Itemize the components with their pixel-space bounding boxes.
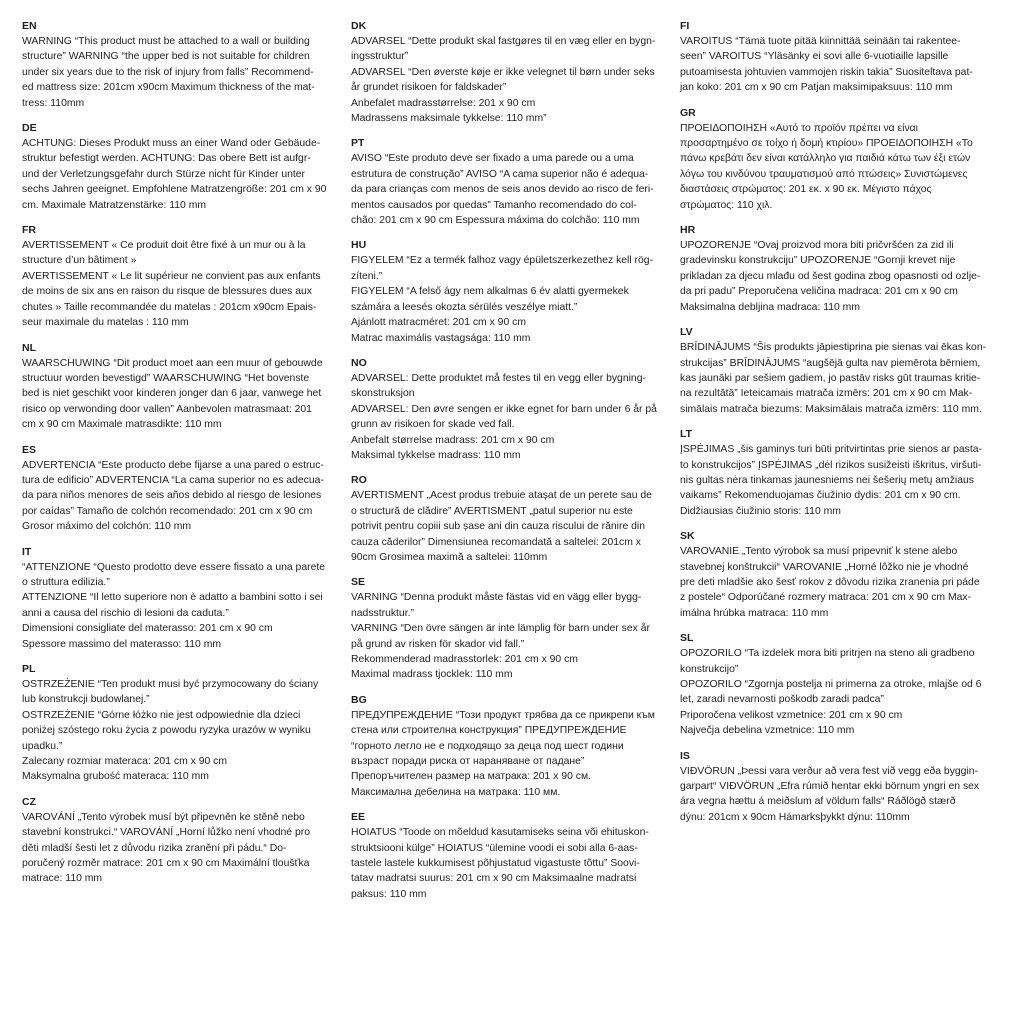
warning-text-line: ADVARSEL “Den øverste køje er ikke velegnet til børn under seks <box>351 66 655 78</box>
warning-text-line: o structură de clădire” AVERTISMENT „patul superior nu este <box>351 505 633 517</box>
warning-text-line: VARNING “Den övre sängen är inte lämplig för barn under sex år <box>351 623 650 635</box>
warning-text-line: strukcijas” BRĪDINĀJUMS “augšējā gulta nav piemērota bērniem, <box>680 357 981 369</box>
warning-text-line: стена или строителна конструкция” ПРЕДУПРЕЖДЕНИЕ <box>351 725 627 737</box>
warning-text-line: matrace: 110 mm <box>22 873 103 885</box>
warning-text-line: ADVERTENCIA “Este producto debe fijarse a una pared o estruc- <box>22 459 324 471</box>
warning-text-line: “ATTENZIONE “Questo prodotto deve essere fissato a una parete <box>22 561 326 573</box>
warning-text-line: zíteni.” <box>351 270 383 282</box>
warning-text-line: διαστάσεις στρώματος: 201 εκ. x 90 εκ. Μέγιστο πάχος <box>680 184 932 196</box>
warning-text-line: potrivit pentru copiii sub șase ani din cauza riscului de rănire din <box>351 521 645 533</box>
warning-text-line: stavebnej konštrukcii“ VAROVANIE „Horné lôžko nie je vhodné <box>680 561 969 573</box>
warning-text-line: Didžiausias čiužinio storis: 110 mm <box>680 505 841 517</box>
warning-text-line: OSTRZEŻENIE “Ten produkt musi być przymocowany do ściany <box>22 679 319 690</box>
language-code: DE <box>22 122 37 135</box>
warning-text-line: sechs Jahren geeignet. Empfohlene Matratzengröße: 201 cm x 90 <box>22 184 327 196</box>
warning-text-line: under six years due to the risk of injury from falls” Recommend- <box>22 66 314 78</box>
warning-text-line: o struttura edilizia.” <box>22 576 110 588</box>
language-code: FR <box>22 224 36 237</box>
language-section-pt <box>351 137 673 228</box>
warning-text-line: kas jaunāki par sešiem gadiem, jo pastāv risks gūt traumas kritie- <box>680 372 981 384</box>
warning-text-line: structure d’un bâtiment » <box>22 255 137 267</box>
language-code: CZ <box>22 795 36 808</box>
warning-text-line: AVISO “Este produto deve ser fixado a uma parede ou a uma <box>351 153 634 165</box>
warning-text-line: Максимална дебелина на матрака: 110 мм. <box>351 786 561 798</box>
language-section-ee <box>351 811 673 902</box>
language-section-bg <box>351 694 673 800</box>
warning-text-line: chão: 201 cm x 90 cm Espessura máxima do colchão: 110 mm <box>351 215 640 227</box>
language-code: HU <box>351 239 367 252</box>
language-section-is <box>680 750 1002 826</box>
warning-text-line: ingsstruktur” <box>351 51 409 63</box>
warning-text-line: pre deti mladšie ako šesť rokov z dôvodu rizika zranenia pri páde <box>680 576 980 588</box>
warning-text-line: anni a causa del rischio di lesioni da caduta.” <box>22 607 229 619</box>
warning-text-line: BRĪDINĀJUMS “Šis produkts jāpiestiprina pie sienas vai ēkas kon- <box>680 342 987 354</box>
warning-text-line: ADVARSEL: Den øvre sengen er ikke egnet for barn under 6 år på <box>351 403 657 415</box>
language-section-lv <box>680 326 1002 417</box>
warning-text-line: konstrukcijo” <box>680 663 739 675</box>
warning-text-line: structuur worden bevestigd” WAARSCHUWING “Het bovenste <box>22 372 310 384</box>
warning-text-line: UPOZORENJE “Ovaj proizvod mora biti pričvršćen za zid ili <box>680 240 954 252</box>
warning-text-line: λόγω του κινδύνου τραυματισμού από πτώσεις» Συνιστώμενες <box>680 168 968 180</box>
language-section-fi <box>680 20 1002 96</box>
warning-text-line: στρώματος: 110 χιλ. <box>680 199 773 211</box>
warning-text-line: grunn av risikoen for skade ved fall. <box>351 419 515 431</box>
column-2 <box>351 20 673 913</box>
warning-text-line: gradevinsku konstrukciju” UPOZORENJE “Gornji krevet nije <box>680 255 956 267</box>
language-code: NO <box>351 356 367 369</box>
warning-text-line: OSTRZEŻENIE “Górne łóżko nie jest odpowiednie dla dzieci <box>22 709 301 721</box>
warning-text-line: struktur befestigt werden. ACHTUNG: Das obere Bett ist aufgr- <box>22 153 311 165</box>
warning-text-line: Rekommenderad madrasstorlek: 201 cm x 90 cm <box>351 654 578 665</box>
language-code: HR <box>680 224 696 237</box>
language-section-pl <box>22 663 344 785</box>
language-section-gr <box>680 107 1002 213</box>
language-code: EN <box>22 20 37 32</box>
warning-text-line: VAROVÁNÍ „Tento výrobek musí být připevněn ke stěně nebo <box>22 811 305 823</box>
warning-text-line: WARNING “This product must be attached to a wall or building <box>22 36 310 47</box>
warning-text-line: Maksimalna debljina madraca: 110 mm <box>680 301 860 313</box>
warning-text-line: da pri padu” Preporučena veličina madraca: 201 cm x 90 cm <box>680 286 958 298</box>
warning-text-line: upadku.” <box>22 740 63 752</box>
language-code: IT <box>22 545 32 558</box>
warning-text-line: AVERTISSEMENT « Le lit supérieur ne convient pas aux enfants <box>22 270 321 282</box>
warning-text-line: ADVARSEL “Dette produkt skal fastgøres til en væg eller en bygn- <box>351 36 656 47</box>
column-3 <box>680 20 1002 836</box>
warning-text-line: poručený rozměr matrace: 201 cm x 90 cm Maximální tloušťka <box>22 858 310 870</box>
warning-text-line: bed is niet geschikt voor kinderen jonger dan 6 jaar, vanwege het <box>22 388 322 400</box>
warning-text-line: seen” VAROITUS “Yläsänky ei sovi alle 6-vuotiaille lapsille <box>680 51 949 63</box>
warning-text-line: structure” WARNING “the upper bed is not suitable for children <box>22 51 310 63</box>
language-section-sk <box>680 530 1002 621</box>
warning-text-line: ACHTUNG: Dieses Produkt muss an einer Wand oder Gebäude- <box>22 138 321 150</box>
language-section-de <box>22 122 344 213</box>
warning-text-line: ára vegna hættu á meiðslum af völdum falls“ Ráðlögð stærð <box>680 796 956 808</box>
warning-text-line: let, zaradi nevarnosti poškodb zaradi padca” <box>680 694 884 706</box>
warning-text-line: nadsstruktur.” <box>351 607 414 619</box>
language-section-sl <box>680 632 1002 738</box>
warning-text-line: tastele lastele kukkumisest põhjustatud vigastuste tõttu” Soovi- <box>351 858 640 870</box>
warning-text-line: HOIATUS “Toode on mõeldud kasutamiseks seina või ehituskon- <box>351 827 649 839</box>
warning-text-line: VIÐVÖRUN „Þessi vara verður að vera fest við vegg eða byggin- <box>680 765 978 777</box>
language-code: SK <box>680 530 695 543</box>
warning-text-line: Maximal madrass tjocklek: 110 mm <box>351 669 513 681</box>
warning-text-line: πάνω κρεβάτι δεν είναι κατάλληλο για παιδιά κάτω των έξι ετών <box>680 153 971 165</box>
warning-text-line: tatav madratsi suurus: 201 cm x 90 cm Maksimaalne madratsi <box>351 873 637 885</box>
warning-text-line: 90cm Grosimea maximă a saltelei: 110mm <box>351 551 548 563</box>
language-section-se <box>351 576 673 682</box>
warning-text-line: Madrassens maksimale tykkelse: 110 mm” <box>351 113 547 125</box>
warning-text-line: Препоръчителен размер на матрака: 201 х 90 см. <box>351 771 591 783</box>
language-code: SE <box>351 576 366 589</box>
warning-text-line: Ajánlott matracméret: 201 cm x 90 cm <box>351 317 526 329</box>
warning-text-line: lub konstrukcji budowlanej.” <box>22 694 150 706</box>
language-section-fr <box>22 224 344 330</box>
warning-text-line: prikladan za djecu mlađu od šest godina zbog opasnosti od ozlje- <box>680 270 981 282</box>
warning-text-line: възраст поради риска от нараняване от падане” <box>351 756 585 768</box>
warning-text-line: Grosor máximo del colchón: 110 mm <box>22 521 192 533</box>
warning-text-line: tura de edificio” ADVERTENCIA “La cama superior no es adecua- <box>22 474 324 486</box>
warning-text-line: struktsiooni külge” HOIATUS “ülemine voodi ei sobi alla 6-aas- <box>351 842 638 854</box>
language-code: EE <box>351 811 366 824</box>
language-code: GR <box>680 106 696 119</box>
warning-text-line: estrutura de construção” AVISO “A cama superior não é adequa- <box>351 168 649 180</box>
warning-text-line: Spessore massimo del materasso: 110 mm <box>22 638 222 650</box>
language-section-dk <box>351 20 673 126</box>
language-section-hr <box>680 224 1002 315</box>
warning-text-line: AVERTISMENT „Acest produs trebuie atașat de un perete sau de <box>351 490 652 502</box>
warning-text-line: dýnu: 201cm x 90cm Hámarksþykkt dýnu: 110mm <box>680 811 910 823</box>
warning-text-line: ĮSPĖJIMAS „šis gaminys turi būti pritvirtintas prie sienos ar pasta- <box>680 444 983 456</box>
warning-text-line: nis gultas nėra tinkamas jaunesniems nei šešerių metų amžiaus <box>680 474 974 486</box>
warning-text-line: OPOZORILO “Ta izdelek mora biti pritrjen na steno ali gradbeno <box>680 648 975 660</box>
warning-text-line: skonstruksjon <box>351 388 415 400</box>
warning-text-line: cm x 90 cm Maximale matrasdikte: 110 mm <box>22 419 222 431</box>
warning-text-line: VAROITUS “Tämä tuote pitää kiinnittää seinään tai rakentee- <box>680 36 961 47</box>
warning-text-line: ΠΡΟΕΙΔΟΠΟΙΗΣΗ «Αυτό το προϊόν πρέπει να είναι <box>680 122 918 134</box>
warning-text-line: Največja debelina vzmetnice: 110 mm <box>680 725 855 737</box>
warning-text-line: på grund av risken för skador vid fall.” <box>351 638 525 650</box>
warning-text-line: por caídas” Tamaño de colchón recomendado: 201 cm x 90 cm <box>22 505 313 517</box>
warning-text-line: děti mladší šesti let z důvodu rizika zranění při pádu.“ Do- <box>22 842 287 854</box>
language-code: DK <box>351 20 367 32</box>
warning-text-line: na rezultātā” Ieteicamais matrača izmērs: 201 cm x 90 cm Mak- <box>680 388 973 400</box>
warning-text-line: ADVARSEL: Dette produktet må festes til en vegg eller bygning- <box>351 372 646 384</box>
warning-text-line: cm. Maximale Matratzenstärke: 110 mm <box>22 199 207 211</box>
language-code: NL <box>22 341 36 354</box>
warning-text-line: chutes » Taille recommandée du matelas : 201cm x90cm Epais- <box>22 301 317 313</box>
language-section-es <box>22 444 344 535</box>
warning-text-line: Anbefalt størrelse madrass: 201 cm x 90 cm <box>351 434 555 446</box>
warning-text-line: számára a leesés okozta sérülés veszélye miatt.” <box>351 301 578 313</box>
language-code: PL <box>22 663 36 675</box>
language-code: BG <box>351 693 367 706</box>
language-section-it <box>22 546 344 652</box>
language-section-hu <box>351 239 673 345</box>
warning-text-line: Priporočena velikost vzmetnice: 201 cm x 90 cm <box>680 709 903 721</box>
warning-text-line: cauza căderilor” Dimensiunea recomandată a saltelei: 201cm x <box>351 536 641 548</box>
warning-text-line: stavební konstrukci.“ VAROVÁNÍ „Horní lůžko není vhodné pro <box>22 827 310 839</box>
warning-text-line: ed mattress size: 201cm x90cm Maximum thickness of the mat- <box>22 82 315 94</box>
warning-text-line: προσαρτημένο σε τοίχο ή δομή κτιρίου» ΠΡΟΕΙΔΟΠΟΙΗΣΗ «Το <box>680 138 973 150</box>
warning-text-line: paksus: 110 mm <box>351 888 427 900</box>
warning-text-line: poniżej szóstego roku życia z powodu ryzyka urazów w wyniku <box>22 725 311 737</box>
language-code: ES <box>22 443 37 456</box>
warning-text-line: de moins de six ans en raison du risque de blessures dues aux <box>22 286 312 298</box>
warning-text-line: risico op verwonding door vallen” Aanbevolen matrasmaat: 201 <box>22 403 312 415</box>
warning-text-line: Anbefalet madrasstørrelse: 201 x 90 cm <box>351 97 536 109</box>
warning-text-line: Zalecany rozmiar materaca: 201 cm x 90 cm <box>22 756 227 768</box>
warning-text-line: simālais matrača biezums: Maksimālais matrača izmērs: 110 mm. <box>680 403 982 415</box>
warning-text-line: vaikams” Rekomenduojamas čiužinio dydis: 201 cm x 90 cm. <box>680 490 961 502</box>
language-code: LV <box>680 326 693 339</box>
language-section-lt <box>680 428 1002 519</box>
language-code: IS <box>680 749 690 762</box>
language-section-nl <box>22 342 344 433</box>
language-section-en <box>22 20 344 111</box>
warning-text-line: to konstrukcijos” ĮSPĖJIMAS „dėl rizikos susižeisti iškritus, viršuti- <box>680 459 982 471</box>
warning-text-line: putoamisesta johtuvien vammojen riskin takia” Suositeltava pat- <box>680 66 973 78</box>
warning-text-line: “горното легло не е подходящо за деца под шест години <box>351 740 624 752</box>
warning-text-line: da para crianças com menos de seis anos devido ao risco de feri- <box>351 184 654 196</box>
warning-text-line: Dimensioni consigliate del materasso: 201 cm x 90 cm <box>22 623 273 635</box>
warning-text-line: z postele“ Odporúčané rozmery matraca: 201 cm x 90 cm Max- <box>680 592 972 604</box>
warning-text-line: år grundet risikoen for faldskader” <box>351 82 507 94</box>
language-code: PT <box>351 137 365 150</box>
warning-text-line: seur maximale du matelas : 110 mm <box>22 317 189 329</box>
language-code: SL <box>680 632 694 645</box>
warning-text-line: imálna hrúbka matraca: 110 mm <box>680 607 829 619</box>
warning-text-line: FIGYELEM “Ez a termék falhoz vagy épületszerkezethez kell rög- <box>351 255 654 267</box>
language-section-cz <box>22 796 344 887</box>
warning-text-line: OPOZORILO “Zgornja postelja ni primerna za otroke, mlajše od 6 <box>680 679 982 690</box>
language-code: FI <box>680 20 690 32</box>
warning-text-line: garpart“ VIÐVÖRUN „Efra rúmið hentar ekki börnum yngri en sex <box>680 781 980 793</box>
warning-text-line: und der Verletzungsgefahr durch Stürze nicht für Kinder unter <box>22 168 306 180</box>
warning-text-line: WAARSCHUWING “Dit product moet aan een muur of gebouwde <box>22 357 323 369</box>
warning-text-line: Maksimal tykkelse madrass: 110 mm <box>351 449 521 461</box>
warning-text-line: FIGYELEM “A felső ágy nem alkalmas 6 év alatti gyermekek <box>351 286 629 298</box>
warning-text-line: da para niños menores de seis años debido al riesgo de lesiones <box>22 490 322 502</box>
warning-text-line: VARNING “Denna produkt måste fästas vid en vägg eller bygg- <box>351 592 642 604</box>
column-1 <box>22 20 344 898</box>
warning-text-line: VAROVANIE „Tento výrobok sa musí pripevniť k stene alebo <box>680 546 958 558</box>
language-section-ro <box>351 474 673 565</box>
warning-text-line: ПРЕДУПРЕЖДЕНИЕ “Този продукт трябва да се прикрепи към <box>351 709 655 721</box>
warning-text-line: Matrac maximális vastagsága: 110 mm <box>351 332 531 344</box>
warning-text-line: tress: 110mm <box>22 97 85 109</box>
warning-text-line: ATTENZIONE “Il letto superiore non è adatto a bambini sotto i sei <box>22 592 323 604</box>
warning-text-line: jan koko: 201 cm x 90 cm Patjan maksimipaksuus: 110 mm <box>680 82 953 94</box>
warning-text-line: AVERTISSEMENT « Ce produit doit être fixé à un mur ou à la <box>22 240 306 252</box>
language-code: RO <box>351 474 367 487</box>
warning-text-line: mentos causados por quedas” Tamanho recomendado do col- <box>351 199 637 211</box>
language-section-no <box>351 357 673 463</box>
language-code: LT <box>680 428 693 441</box>
warning-text-line: Maksymalna grubość materaca: 110 mm <box>22 771 209 783</box>
